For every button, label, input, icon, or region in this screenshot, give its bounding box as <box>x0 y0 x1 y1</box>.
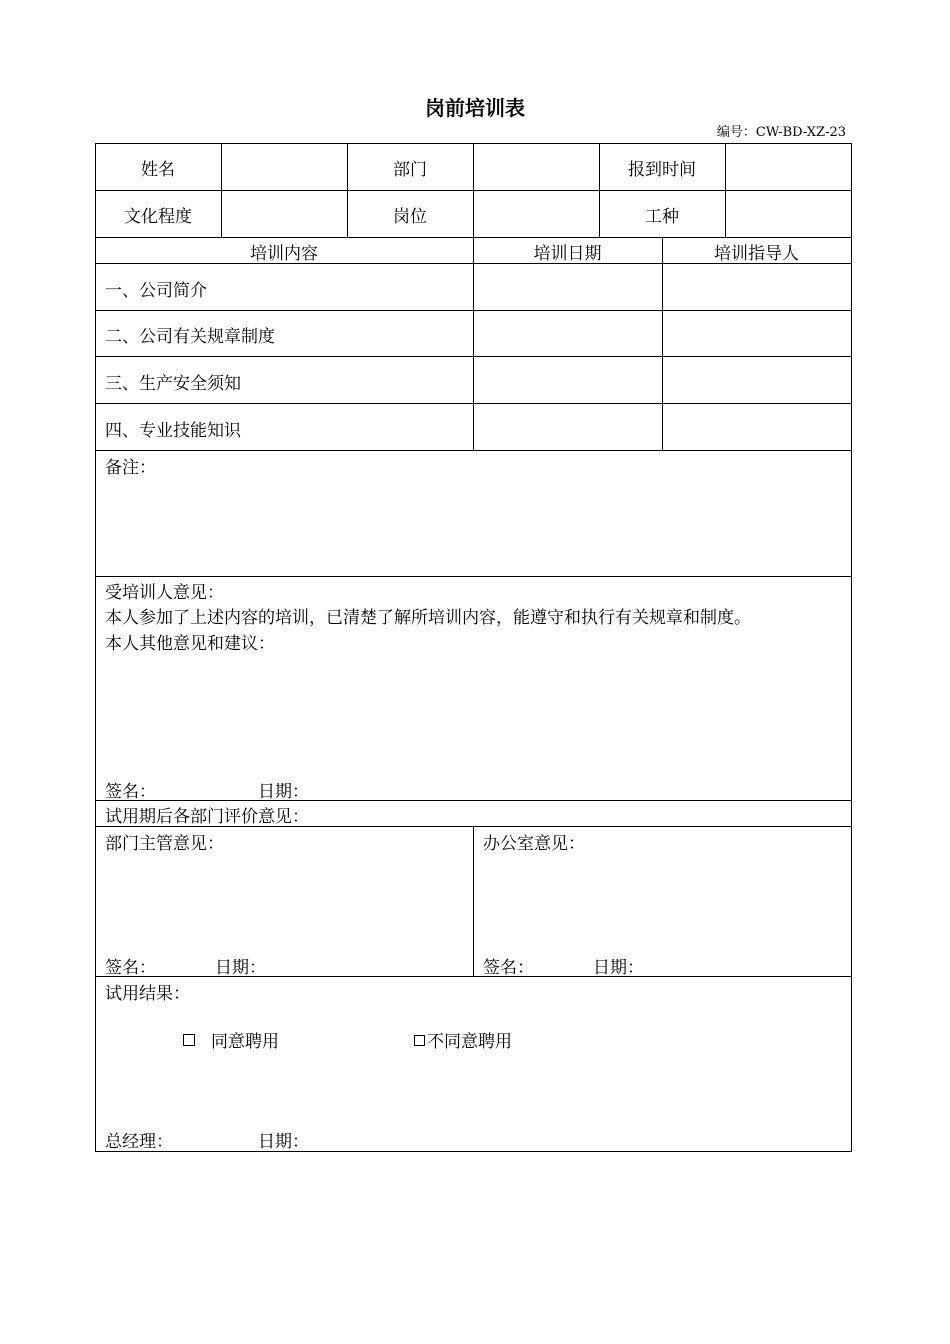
name-field[interactable] <box>222 144 347 190</box>
col-training-content: 培训内容 <box>250 244 318 264</box>
agree-hire-checkbox[interactable] <box>183 1034 195 1046</box>
disagree-hire-label: 不同意聘用 <box>427 1032 512 1052</box>
training-item-skills: 四、专业技能知识 <box>105 421 241 441</box>
training-item-safety: 三、生产安全须知 <box>105 374 241 394</box>
general-manager-label: 总经理： <box>105 1132 173 1152</box>
position-field[interactable] <box>474 191 599 237</box>
training-item-regulations: 二、公司有关规章制度 <box>105 327 275 347</box>
trainee-other-suggestions: 本人其他意见和建议： <box>105 634 275 654</box>
dept-head-opinion-label: 部门主管意见： <box>105 834 224 854</box>
probation-result-label: 试用结果： <box>105 984 190 1004</box>
disagree-hire-checkbox[interactable] <box>414 1035 425 1046</box>
education-label: 文化程度 <box>124 207 192 227</box>
general-manager-date-label: 日期： <box>258 1132 309 1152</box>
form-title: 岗前培训表 <box>425 96 525 120</box>
agree-hire-label: 同意聘用 <box>211 1032 279 1052</box>
trainee-statement: 本人参加了上述内容的培训，已清楚了解所培训内容，能遵守和执行有关规章和制度。 <box>105 608 751 628</box>
probation-eval-label: 试用期后各部门评价意见： <box>105 807 309 827</box>
col-training-instructor: 培训指导人 <box>714 244 799 264</box>
dept-label: 部门 <box>393 160 427 180</box>
col-training-date: 培训日期 <box>533 244 602 264</box>
office-date-label: 日期： <box>593 958 644 978</box>
dept-head-sign-label: 签名： <box>105 958 156 978</box>
trainee-date-label: 日期： <box>258 782 309 802</box>
dept-field[interactable] <box>474 144 599 190</box>
office-sign-label: 签名： <box>483 958 534 978</box>
education-field[interactable] <box>222 191 347 237</box>
dept-head-date-label: 日期： <box>215 958 266 978</box>
position-label: 岗位 <box>393 207 427 227</box>
remarks-label: 备注： <box>105 458 156 478</box>
form-code: 编号：CW-BD-XZ-23 <box>716 125 846 140</box>
training-item-company-intro: 一、公司简介 <box>105 281 207 301</box>
report-time-label: 报到时间 <box>628 160 696 180</box>
job-type-label: 工种 <box>645 207 679 227</box>
office-opinion-label: 办公室意见： <box>483 834 585 854</box>
report-time-field[interactable] <box>726 144 851 190</box>
name-label: 姓名 <box>141 160 175 180</box>
trainee-opinion-label: 受培训人意见： <box>105 583 224 603</box>
job-type-field[interactable] <box>726 191 851 237</box>
trainee-sign-label: 签名： <box>105 782 156 802</box>
